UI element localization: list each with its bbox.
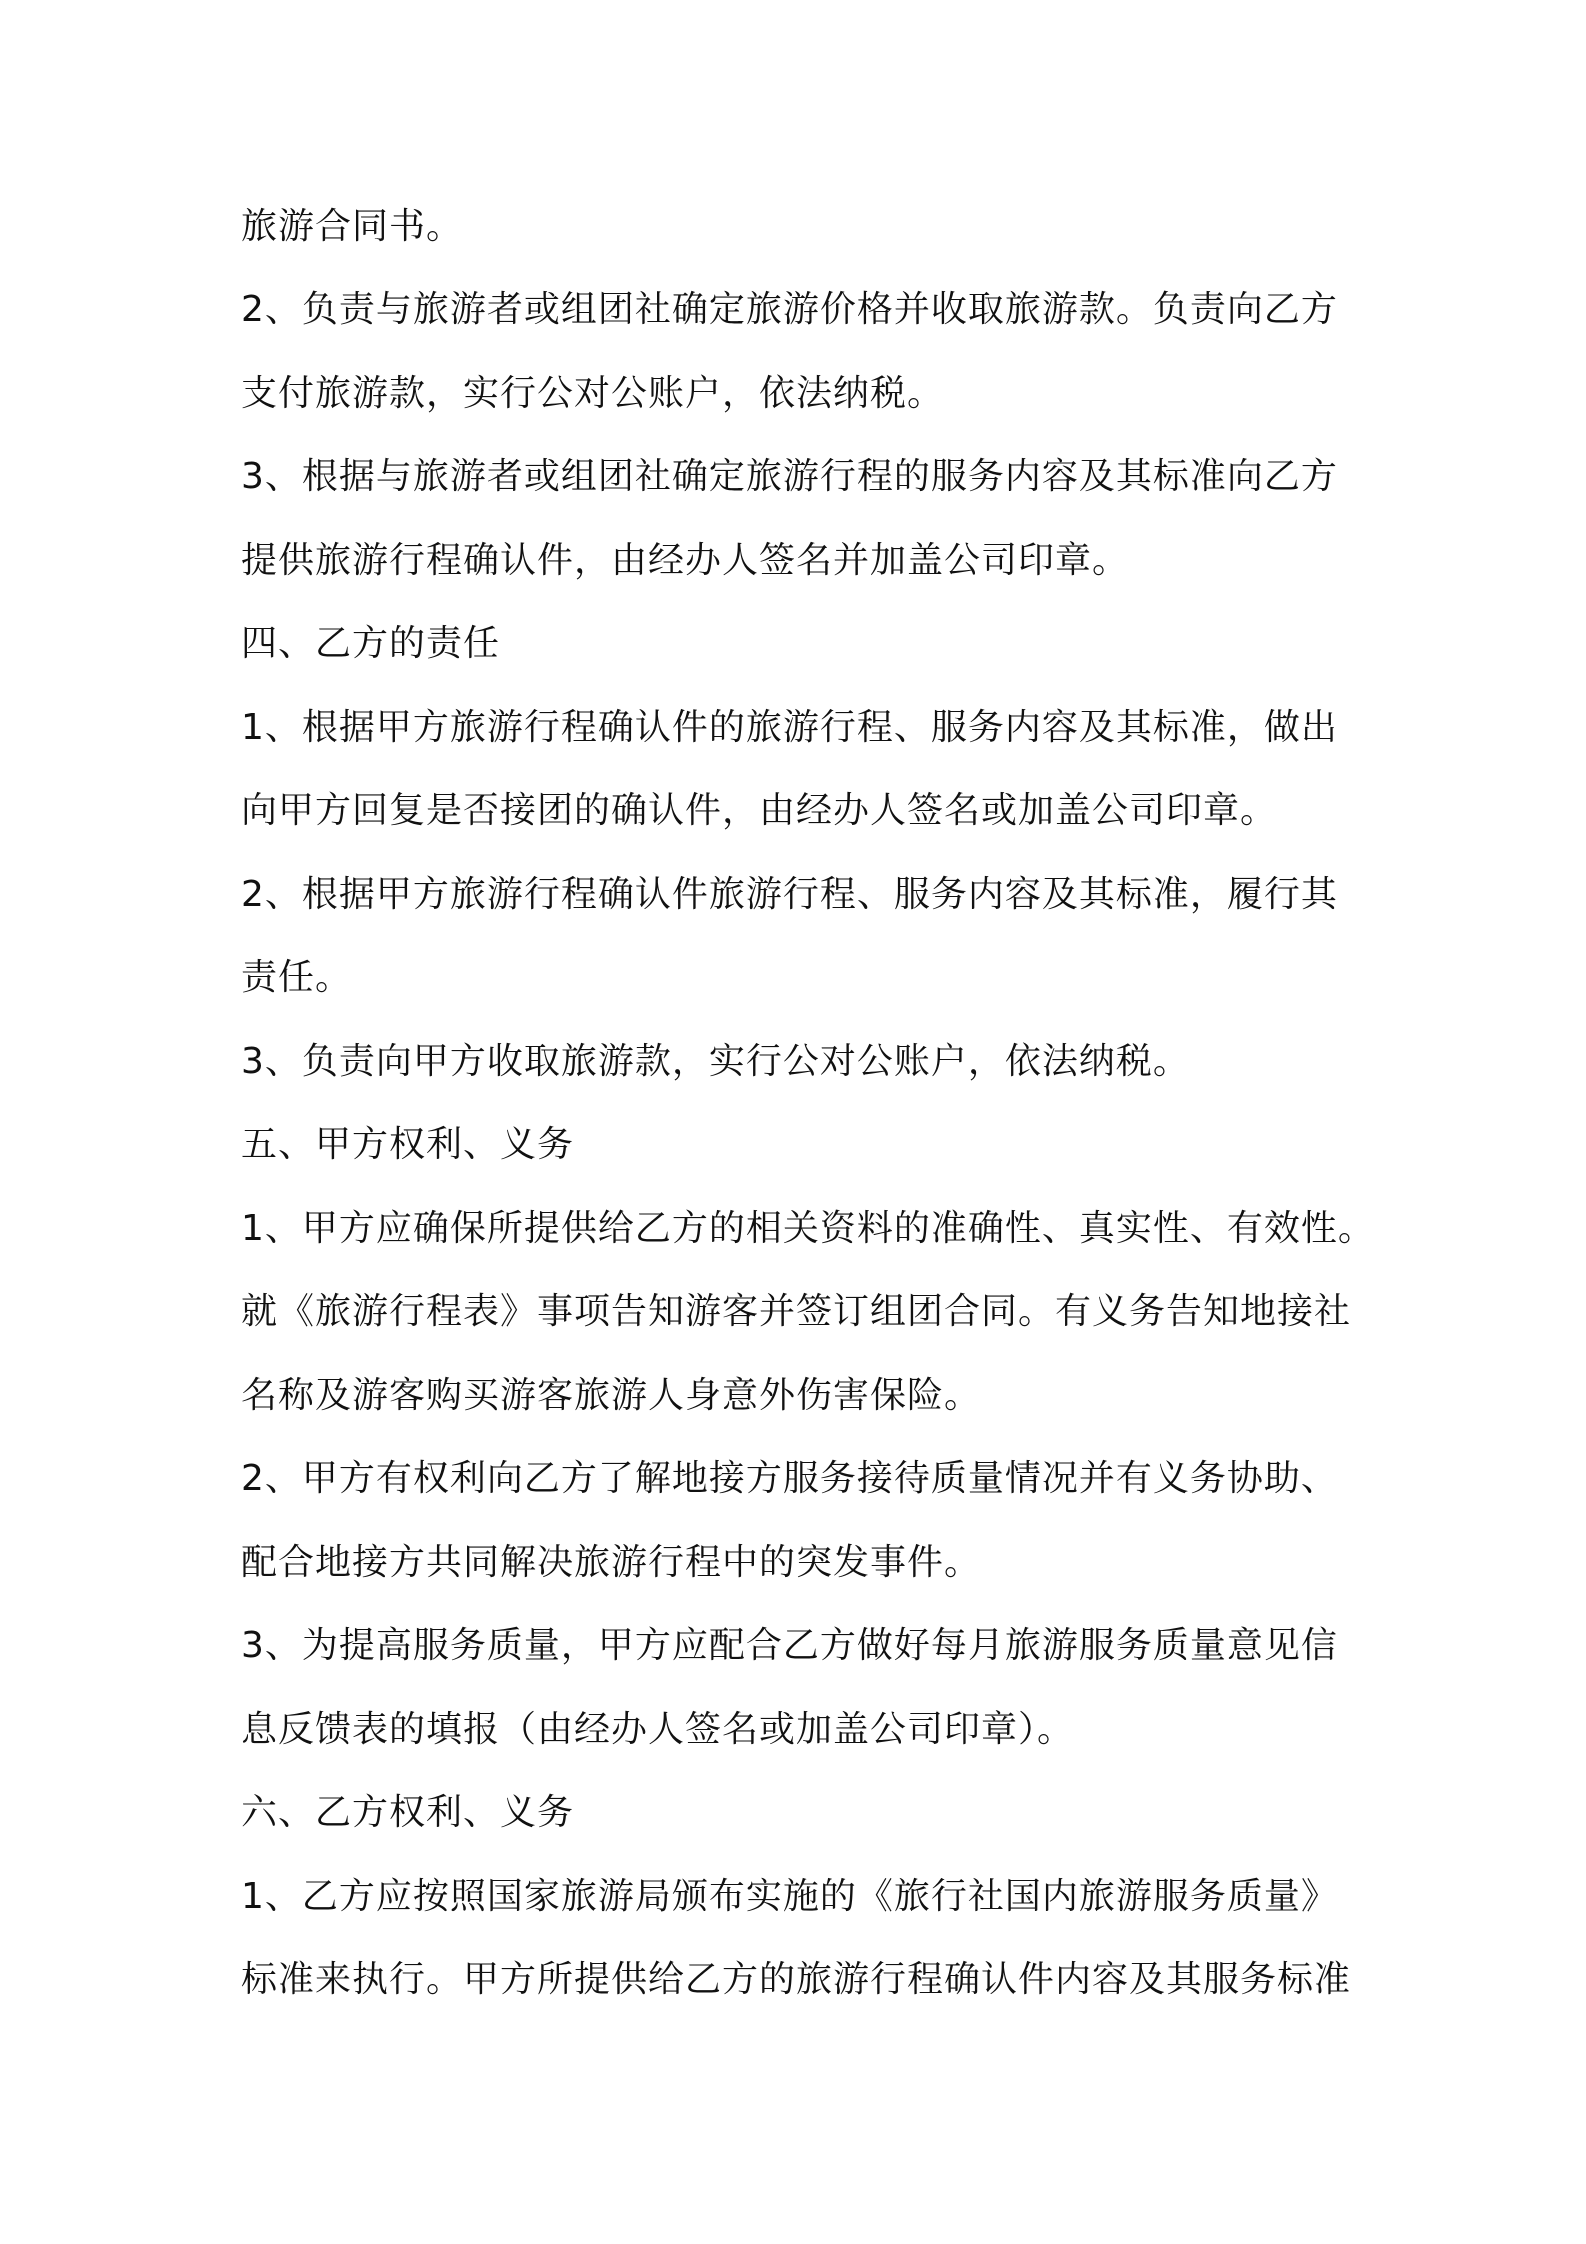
text-line: 就《旅游行程表》事项告知游客并签订组团合同。有义务告知地接社 [241, 1291, 1352, 1332]
text-line: 2、根据甲方旅游行程确认件旅游行程、服务内容及其标准，履行其 [241, 874, 1338, 915]
text-line: 配合地接方共同解决旅游行程中的突发事件。 [241, 1542, 982, 1583]
text-line: 2、负责与旅游者或组团社确定旅游价格并收取旅游款。负责向乙方 [241, 289, 1338, 330]
text-line: 提供旅游行程确认件，由经办人签名并加盖公司印章。 [241, 540, 1130, 581]
section-heading: 四、乙方的责任 [241, 623, 501, 664]
text-line: 旅游合同书。 [241, 206, 464, 247]
text-line: 1、乙方应按照国家旅游局颁布实施的《旅行社国内旅游服务质量》 [241, 1876, 1338, 1917]
text-line: 标准来执行。甲方所提供给乙方的旅游行程确认件内容及其服务标准 [241, 1959, 1352, 2000]
text-line: 责任。 [241, 957, 353, 998]
text-line: 1、甲方应确保所提供给乙方的相关资料的准确性、真实性、有效性。 [241, 1208, 1375, 1249]
text-line: 2、甲方有权利向乙方了解地接方服务接待质量情况并有义务协助、 [241, 1458, 1338, 1499]
text-line: 3、负责向甲方收取旅游款，实行公对公账户，依法纳税。 [241, 1041, 1190, 1082]
text-line: 支付旅游款，实行公对公账户，依法纳税。 [241, 373, 945, 414]
text-line: 3、为提高服务质量，甲方应配合乙方做好每月旅游服务质量意见信 [241, 1625, 1338, 1666]
text-line: 名称及游客购买游客旅游人身意外伤害保险。 [241, 1375, 982, 1416]
section-heading: 五、甲方权利、义务 [241, 1124, 575, 1165]
text-line: 3、根据与旅游者或组团社确定旅游行程的服务内容及其标准向乙方 [241, 456, 1338, 497]
text-line: 1、根据甲方旅游行程确认件的旅游行程、服务内容及其标准，做出 [241, 707, 1338, 748]
text-line: 向甲方回复是否接团的确认件，由经办人签名或加盖公司印章。 [241, 790, 1278, 831]
section-heading: 六、乙方权利、义务 [241, 1792, 575, 1833]
text-line: 息反馈表的填报（由经办人签名或加盖公司印章）。 [241, 1709, 1075, 1750]
